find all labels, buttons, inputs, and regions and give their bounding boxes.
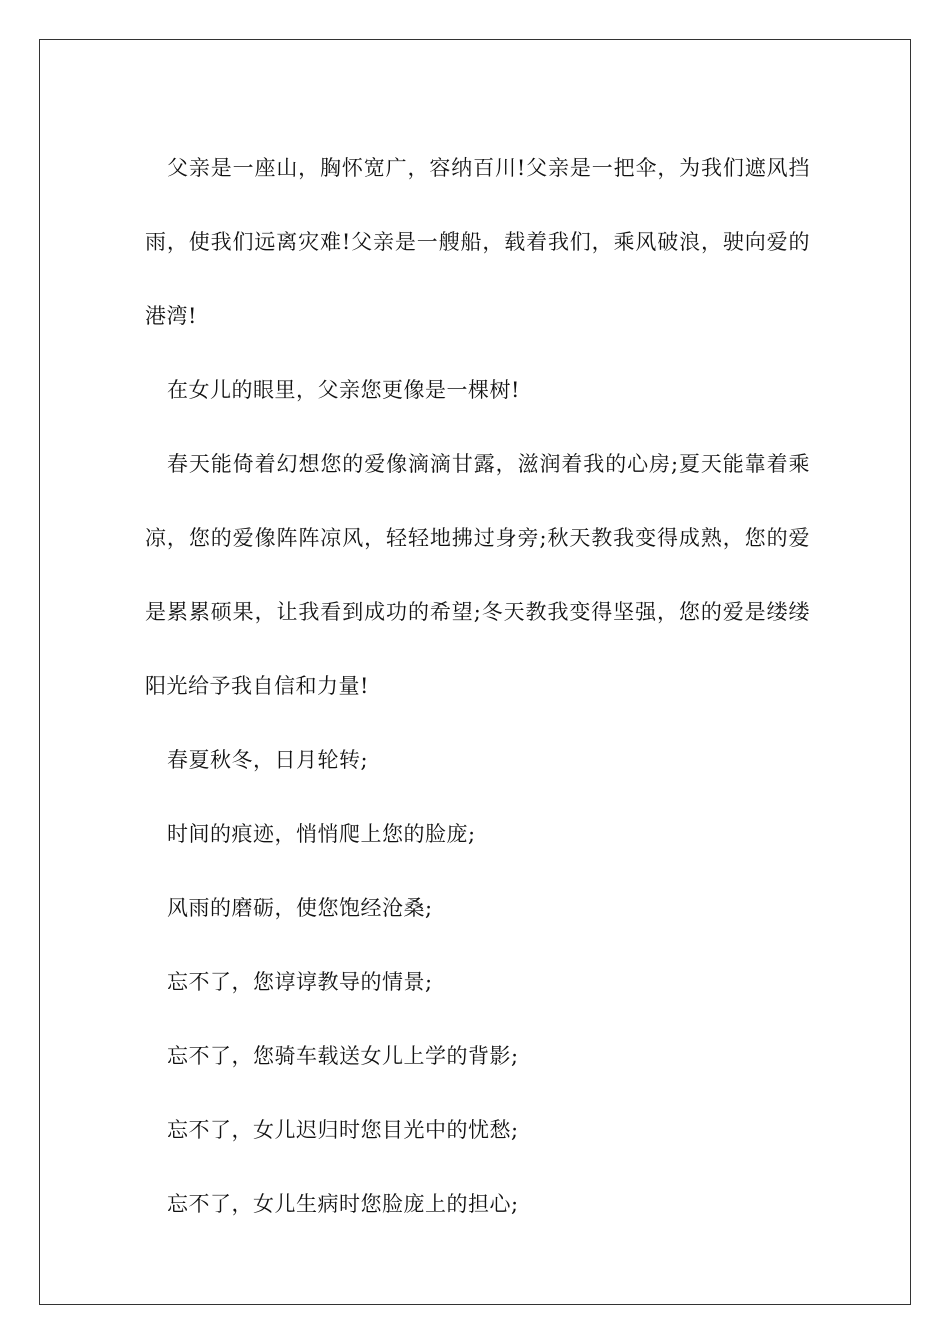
paragraph: 忘不了，女儿迟归时您目光中的忧愁; bbox=[167, 1118, 519, 1142]
paragraph: 春天能倚着幻想您的爱像滴滴甘露，滋润着我的心房;夏天能靠着乘凉，您的爱像阵阵凉风，轻轻地拂过身旁;秋天教我变得成熟，您的爱是累累硕果，让我看到成功的希望;冬天教我变得坚强，您的爱是缕缕阳光给予我自信和力量! bbox=[145, 452, 810, 698]
paragraph: 在女儿的眼里，父亲您更像是一棵树! bbox=[167, 378, 520, 402]
paragraph: 忘不了，您谆谆教导的情景; bbox=[167, 970, 433, 994]
paragraph: 春夏秋冬，日月轮转; bbox=[167, 748, 369, 772]
paragraph: 忘不了，您骑车载送女儿上学的背影; bbox=[167, 1044, 519, 1068]
paragraph: 风雨的磨砺，使您饱经沧桑; bbox=[167, 896, 433, 920]
paragraph: 时间的痕迹，悄悄爬上您的脸庞; bbox=[167, 822, 476, 846]
document-body bbox=[145, 131, 810, 1241]
paragraph: 忘不了，女儿生病时您脸庞上的担心; bbox=[167, 1192, 519, 1216]
paragraph: 父亲是一座山，胸怀宽广，容纳百川!父亲是一把伞，为我们遮风挡雨，使我们远离灾难!父亲是一艘船，载着我们，乘风破浪，驶向爱的港湾! bbox=[145, 156, 810, 328]
